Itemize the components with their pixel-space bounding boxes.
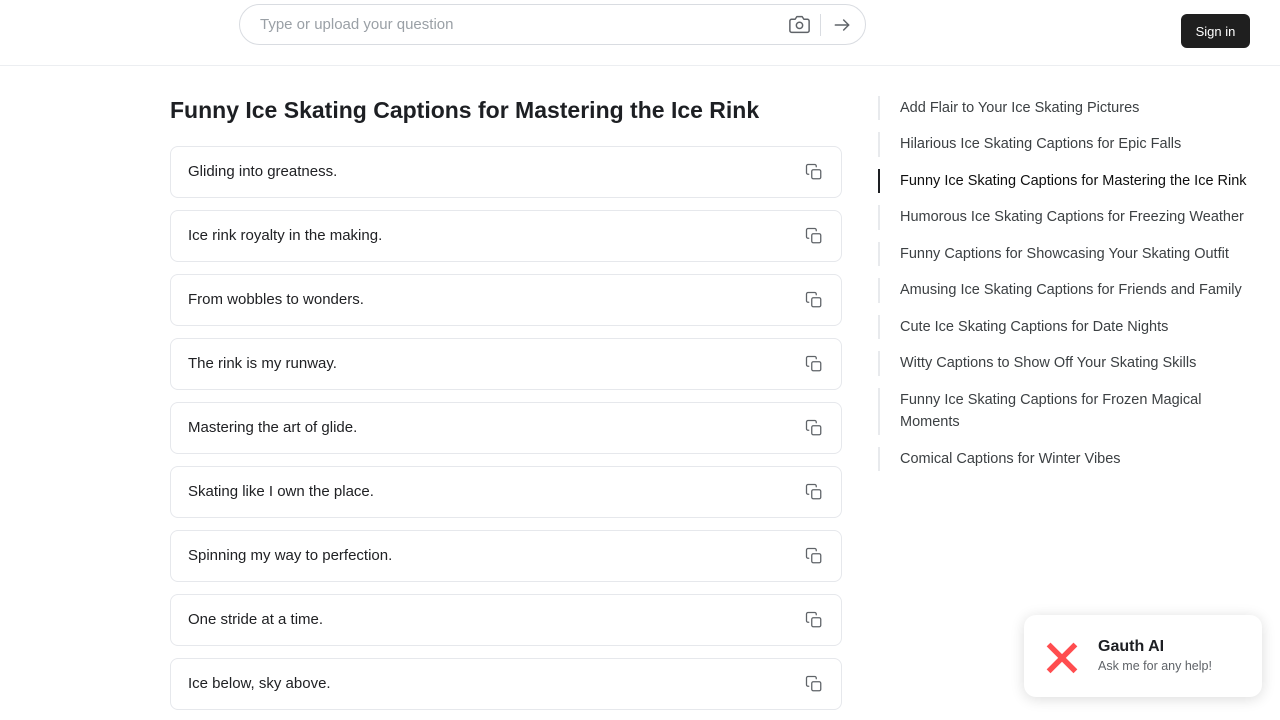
toc-item[interactable]: Funny Ice Skating Captions for Frozen Magical Moments — [878, 382, 1280, 441]
search-divider — [820, 14, 821, 36]
caption-card[interactable] — [170, 594, 842, 646]
caption-text: One stride at a time. — [188, 610, 324, 628]
copy-icon[interactable] — [805, 483, 823, 501]
arrow-right-icon[interactable] — [831, 14, 853, 36]
toc-item[interactable]: Comical Captions for Winter Vibes — [878, 441, 1280, 477]
toc-item[interactable]: Witty Captions to Show Off Your Skating Skills — [878, 345, 1280, 381]
copy-icon[interactable] — [805, 419, 823, 437]
caption-text: The rink is my runway. — [188, 354, 337, 372]
main-content — [0, 66, 878, 720]
toc-item[interactable]: Cute Ice Skating Captions for Date Nights — [878, 309, 1280, 345]
gauth-subtitle: Ask me for any help! — [1098, 659, 1212, 674]
gauth-logo-icon — [1036, 630, 1088, 682]
top-bar — [0, 0, 1280, 66]
caption-text: Skating like I own the place. — [188, 482, 374, 500]
copy-icon[interactable] — [805, 227, 823, 245]
caption-text: Gliding into greatness. — [188, 162, 338, 180]
caption-text: Mastering the art of glide. — [188, 418, 358, 436]
copy-icon[interactable] — [805, 291, 823, 309]
search-input[interactable] — [258, 15, 788, 34]
gauth-text-block — [1098, 636, 1212, 676]
caption-card[interactable] — [170, 466, 842, 518]
caption-text: Ice below, sky above. — [188, 674, 331, 692]
caption-card[interactable] — [170, 146, 842, 198]
copy-icon[interactable] — [805, 611, 823, 629]
toc-item-active[interactable]: Funny Ice Skating Captions for Mastering the Ice Rink — [878, 163, 1280, 199]
toc-item[interactable]: Funny Captions for Showcasing Your Skating Outfit — [878, 236, 1280, 272]
gauth-title: Gauth AI — [1098, 638, 1165, 656]
caption-card[interactable] — [170, 274, 842, 326]
gauth-ai-widget[interactable] — [1024, 615, 1262, 697]
caption-text: Spinning my way to perfection. — [188, 546, 393, 564]
camera-icon[interactable] — [788, 14, 810, 36]
caption-card[interactable] — [170, 530, 842, 582]
caption-card[interactable] — [170, 402, 842, 454]
caption-text: Ice rink royalty in the making. — [188, 226, 383, 244]
caption-text: From wobbles to wonders. — [188, 290, 364, 308]
toc-item[interactable]: Amusing Ice Skating Captions for Friends and Family — [878, 272, 1280, 308]
copy-icon[interactable] — [805, 547, 823, 565]
toc-item[interactable]: Add Flair to Your Ice Skating Pictures — [878, 90, 1280, 126]
search-bar[interactable] — [239, 4, 866, 45]
caption-card[interactable] — [170, 210, 842, 262]
caption-card[interactable] — [170, 338, 842, 390]
toc-item[interactable]: Hilarious Ice Skating Captions for Epic Falls — [878, 126, 1280, 162]
page-title: Funny Ice Skating Captions for Mastering the Ice Rink — [170, 97, 760, 123]
toc-item[interactable]: Humorous Ice Skating Captions for Freezing Weather — [878, 199, 1280, 235]
sign-in-button[interactable]: Sign in — [1181, 14, 1250, 48]
copy-icon[interactable] — [805, 675, 823, 693]
copy-icon[interactable] — [805, 355, 823, 373]
caption-card[interactable] — [170, 658, 842, 710]
copy-icon[interactable] — [805, 163, 823, 181]
